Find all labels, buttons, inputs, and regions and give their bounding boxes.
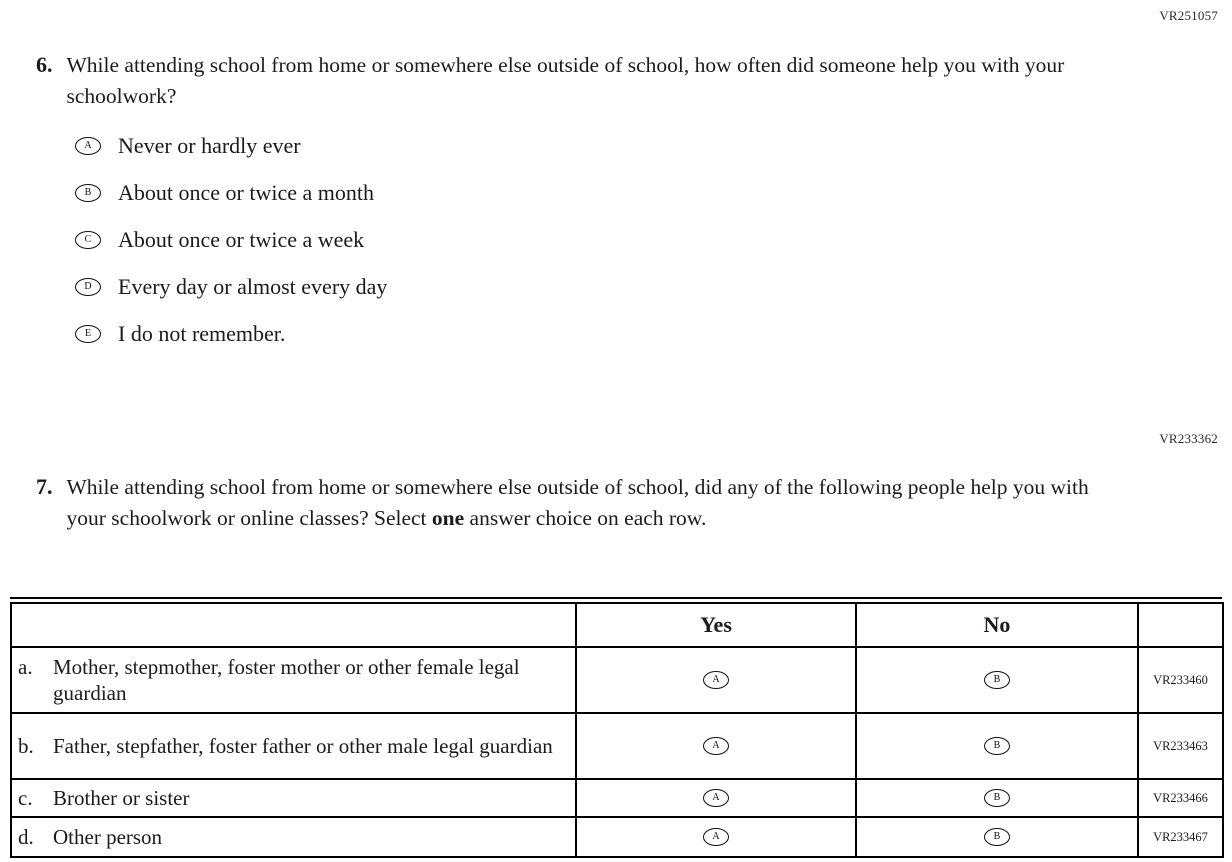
question-7 xyxy=(36,472,1114,533)
row-b-yes-cell[interactable] xyxy=(576,713,856,779)
row-c-yes-bubble[interactable]: A xyxy=(703,789,729,807)
row-c-no-cell[interactable] xyxy=(856,779,1138,817)
table-header-row xyxy=(11,603,1223,647)
row-b-no-cell[interactable] xyxy=(856,713,1138,779)
row-d-label: Other person xyxy=(53,825,163,850)
option-b[interactable] xyxy=(75,180,387,206)
row-b-label-cell xyxy=(11,713,576,779)
row-b-no-bubble[interactable]: B xyxy=(984,737,1010,755)
question-6-text: While attending school from home or somewhere else outside of school, how often did someone help you with your schoolwork? xyxy=(66,53,1065,108)
question-6 xyxy=(36,50,1098,111)
table-row-d xyxy=(11,817,1223,857)
row-a-code: VR233460 xyxy=(1138,647,1223,713)
option-d-label: Every day or almost every day xyxy=(118,273,388,299)
row-a-label-cell xyxy=(11,647,576,713)
option-b-label: About once or twice a month xyxy=(118,179,374,205)
row-a-letter: a. xyxy=(18,654,33,679)
row-c-label: Brother or sister xyxy=(53,786,190,810)
answer-bubble-b[interactable]: B xyxy=(75,184,101,202)
form-code-mid: VR233362 xyxy=(1159,431,1218,446)
form-code-top: VR251057 xyxy=(1159,8,1218,23)
row-d-no-bubble[interactable]: B xyxy=(984,828,1010,846)
answer-bubble-e[interactable]: E xyxy=(75,325,101,343)
option-c[interactable] xyxy=(75,227,387,253)
row-c-yes-cell[interactable] xyxy=(576,779,856,817)
question-7-number: 7. xyxy=(36,474,53,499)
answer-bubble-d[interactable]: D xyxy=(75,278,101,296)
question-7-text: While attending school from home or somewhere else outside of school, did any of the following people help you with your schoolwork or online classes? Select one answer choice on each row. xyxy=(66,475,1089,530)
row-d-yes-cell[interactable] xyxy=(576,817,856,857)
option-a[interactable] xyxy=(75,133,387,159)
table-header-no: No xyxy=(856,603,1138,647)
row-b-yes-bubble[interactable]: A xyxy=(703,737,729,755)
row-b-label: Father, stepfather, foster father or other male legal guardian xyxy=(53,733,553,758)
row-a-yes-bubble[interactable]: A xyxy=(703,671,729,689)
question-6-options xyxy=(75,133,387,368)
row-b-letter: b. xyxy=(18,733,34,758)
table-header-empty-right xyxy=(1138,603,1223,647)
row-d-code: VR233467 xyxy=(1138,817,1223,857)
table-header-yes: Yes xyxy=(576,603,856,647)
question-7-table xyxy=(10,597,1222,858)
row-c-no-bubble[interactable]: B xyxy=(984,789,1010,807)
answer-bubble-c[interactable]: C xyxy=(75,231,101,249)
option-e-label: I do not remember. xyxy=(118,320,286,346)
bold-one: one xyxy=(431,505,465,530)
row-d-no-cell[interactable] xyxy=(856,817,1138,857)
row-c-code: VR233466 xyxy=(1138,779,1223,817)
row-d-yes-bubble[interactable]: A xyxy=(703,828,729,846)
option-c-label: About once or twice a week xyxy=(118,226,365,252)
row-a-label: Mother, stepmother, foster mother or other female legal guardian xyxy=(53,654,520,705)
table-row-b xyxy=(11,713,1223,779)
row-a-no-cell[interactable] xyxy=(856,647,1138,713)
row-a-yes-cell[interactable] xyxy=(576,647,856,713)
row-a-no-bubble[interactable]: B xyxy=(984,671,1010,689)
option-a-label: Never or hardly ever xyxy=(118,133,301,158)
table-row-c xyxy=(11,779,1223,817)
row-c-label-cell xyxy=(11,779,576,817)
row-c-letter: c. xyxy=(18,786,33,810)
table-header-empty-left xyxy=(11,603,576,647)
question-6-number: 6. xyxy=(36,52,53,77)
row-b-code: VR233463 xyxy=(1138,713,1223,779)
answer-bubble-a[interactable]: A xyxy=(75,137,101,155)
row-d-letter: d. xyxy=(18,825,34,850)
option-e[interactable] xyxy=(75,321,387,347)
option-d[interactable] xyxy=(75,274,387,300)
table-row-a xyxy=(11,647,1223,713)
row-d-label-cell xyxy=(11,817,576,857)
